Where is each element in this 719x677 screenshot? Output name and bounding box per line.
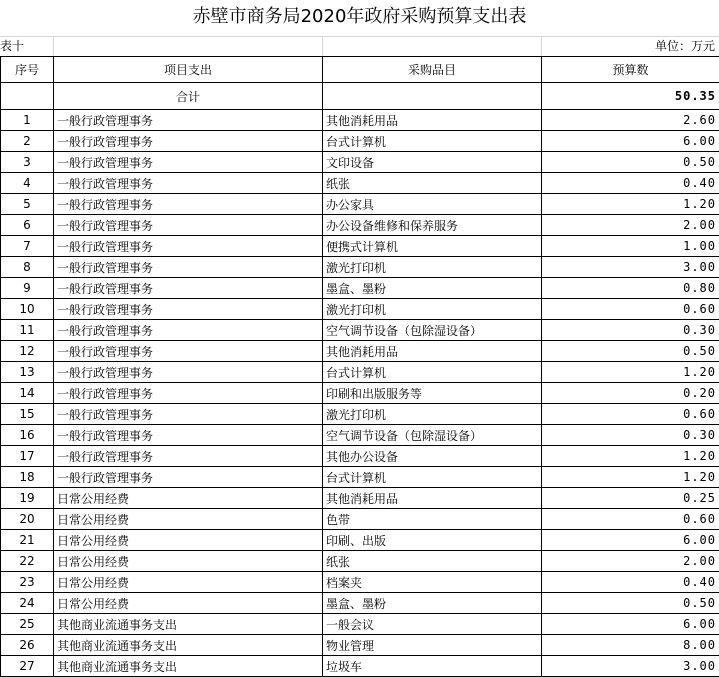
row-item: 一般行政管理事务 [54,173,323,194]
total-goods-cell [323,83,542,110]
row-item: 一般行政管理事务 [54,320,323,341]
row-item: 日常公用经费 [54,572,323,593]
row-goods: 墨盒、墨粉 [323,278,542,299]
row-item: 日常公用经费 [54,551,323,572]
row-goods: 空气调节设备（包除湿设备） [323,320,542,341]
table-row [1,278,719,299]
row-budget: 0.25 [542,488,719,509]
row-goods: 便携式计算机 [323,236,542,257]
row-item: 一般行政管理事务 [54,404,323,425]
row-seq: 16 [1,425,54,446]
row-item: 一般行政管理事务 [54,257,323,278]
row-seq: 25 [1,614,54,635]
row-item: 一般行政管理事务 [54,362,323,383]
row-budget: 6.00 [542,530,719,551]
row-seq: 24 [1,593,54,614]
table-row [1,530,719,551]
row-budget: 0.50 [542,152,719,173]
table-row [1,299,719,320]
row-item: 日常公用经费 [54,530,323,551]
row-budget: 0.50 [542,593,719,614]
gridline [322,37,323,56]
row-seq: 13 [1,362,54,383]
row-budget: 6.00 [542,131,719,152]
row-seq: 10 [1,299,54,320]
row-budget: 1.20 [542,362,719,383]
row-goods: 纸张 [323,551,542,572]
table-row [1,593,719,614]
row-item: 一般行政管理事务 [54,194,323,215]
table-row [1,341,719,362]
row-goods: 一般会议 [323,614,542,635]
row-budget: 2.00 [542,215,719,236]
row-goods: 其他消耗用品 [323,341,542,362]
table-row [1,572,719,593]
row-goods: 档案夹 [323,572,542,593]
row-goods: 办公设备维修和保养服务 [323,215,542,236]
row-budget: 1.00 [542,236,719,257]
row-item: 一般行政管理事务 [54,215,323,236]
row-seq: 12 [1,341,54,362]
table-row [1,656,719,677]
row-item: 一般行政管理事务 [54,467,323,488]
row-seq: 26 [1,635,54,656]
row-seq: 22 [1,551,54,572]
sheet-title: 赤壁市商务局2020年政府采购预算支出表 [0,0,719,36]
row-item: 一般行政管理事务 [54,341,323,362]
row-seq: 1 [1,110,54,131]
row-budget: 0.40 [542,173,719,194]
row-seq: 14 [1,383,54,404]
budget-table [0,56,719,677]
total-value: 50.35 [542,83,719,110]
row-goods: 物业管理 [323,635,542,656]
row-seq: 8 [1,257,54,278]
row-seq: 18 [1,467,54,488]
row-budget: 3.00 [542,656,719,677]
gridline [0,36,719,37]
row-item: 日常公用经费 [54,488,323,509]
table-row [1,194,719,215]
table-row [1,488,719,509]
total-seq-cell [1,83,54,110]
row-goods: 激光打印机 [323,299,542,320]
row-item: 一般行政管理事务 [54,299,323,320]
row-item: 日常公用经费 [54,509,323,530]
row-budget: 1.20 [542,467,719,488]
row-budget: 0.50 [542,341,719,362]
row-item: 其他商业流通事务支出 [54,656,323,677]
row-goods: 空气调节设备（包除湿设备） [323,425,542,446]
row-item: 其他商业流通事务支出 [54,635,323,656]
gridline [53,37,54,56]
total-label: 合计 [54,83,323,110]
row-goods: 台式计算机 [323,362,542,383]
table-row [1,425,719,446]
row-goods: 其他消耗用品 [323,488,542,509]
row-seq: 17 [1,446,54,467]
row-goods: 墨盒、墨粉 [323,593,542,614]
table-row [1,110,719,131]
table-row [1,635,719,656]
table-row [1,152,719,173]
header-row [1,57,719,83]
row-item: 其他商业流通事务支出 [54,614,323,635]
table-row [1,236,719,257]
table-row [1,614,719,635]
table-row [1,383,719,404]
row-seq: 21 [1,530,54,551]
row-seq: 9 [1,278,54,299]
row-budget: 0.60 [542,299,719,320]
table-row [1,173,719,194]
total-row [1,83,719,110]
table-number: 表十 [0,37,24,56]
row-item: 一般行政管理事务 [54,110,323,131]
table-row [1,215,719,236]
row-seq: 23 [1,572,54,593]
unit-label: 单位：万元 [655,37,715,56]
row-seq: 19 [1,488,54,509]
header-budget: 预算数 [542,57,719,83]
row-goods: 台式计算机 [323,131,542,152]
row-goods: 纸张 [323,173,542,194]
row-goods: 印刷和出版服务等 [323,383,542,404]
row-budget: 0.60 [542,404,719,425]
row-budget: 0.30 [542,425,719,446]
row-goods: 其他办公设备 [323,446,542,467]
table-row [1,320,719,341]
row-budget: 6.00 [542,614,719,635]
row-budget: 8.00 [542,635,719,656]
row-seq: 20 [1,509,54,530]
row-seq: 4 [1,173,54,194]
row-budget: 2.60 [542,110,719,131]
row-item: 日常公用经费 [54,593,323,614]
row-seq: 3 [1,152,54,173]
row-seq: 27 [1,656,54,677]
table-row [1,446,719,467]
row-seq: 7 [1,236,54,257]
row-item: 一般行政管理事务 [54,383,323,404]
row-goods: 激光打印机 [323,257,542,278]
row-item: 一般行政管理事务 [54,278,323,299]
table-row [1,404,719,425]
row-goods: 台式计算机 [323,467,542,488]
row-goods: 印刷、出版 [323,530,542,551]
row-item: 一般行政管理事务 [54,425,323,446]
row-budget: 3.00 [542,257,719,278]
table-row [1,509,719,530]
row-budget: 0.40 [542,572,719,593]
row-budget: 0.20 [542,383,719,404]
row-seq: 5 [1,194,54,215]
header-seq: 序号 [1,57,54,83]
row-seq: 2 [1,131,54,152]
row-budget: 0.30 [542,320,719,341]
row-item: 一般行政管理事务 [54,152,323,173]
row-seq: 6 [1,215,54,236]
row-item: 一般行政管理事务 [54,236,323,257]
row-goods: 其他消耗用品 [323,110,542,131]
row-budget: 0.60 [542,509,719,530]
row-budget: 2.00 [542,551,719,572]
table-row [1,362,719,383]
row-seq: 15 [1,404,54,425]
row-budget: 1.20 [542,194,719,215]
table-row [1,131,719,152]
header-goods: 采购品目 [323,57,542,83]
row-goods: 办公家具 [323,194,542,215]
row-goods: 垃圾车 [323,656,542,677]
table-row [1,551,719,572]
row-goods: 文印设备 [323,152,542,173]
row-goods: 激光打印机 [323,404,542,425]
row-budget: 1.20 [542,446,719,467]
header-item: 项目支出 [54,57,323,83]
row-item: 一般行政管理事务 [54,131,323,152]
row-goods: 色带 [323,509,542,530]
row-budget: 0.80 [542,278,719,299]
table-row [1,257,719,278]
gridline [541,37,542,56]
row-seq: 11 [1,320,54,341]
table-row [1,467,719,488]
row-item: 一般行政管理事务 [54,446,323,467]
